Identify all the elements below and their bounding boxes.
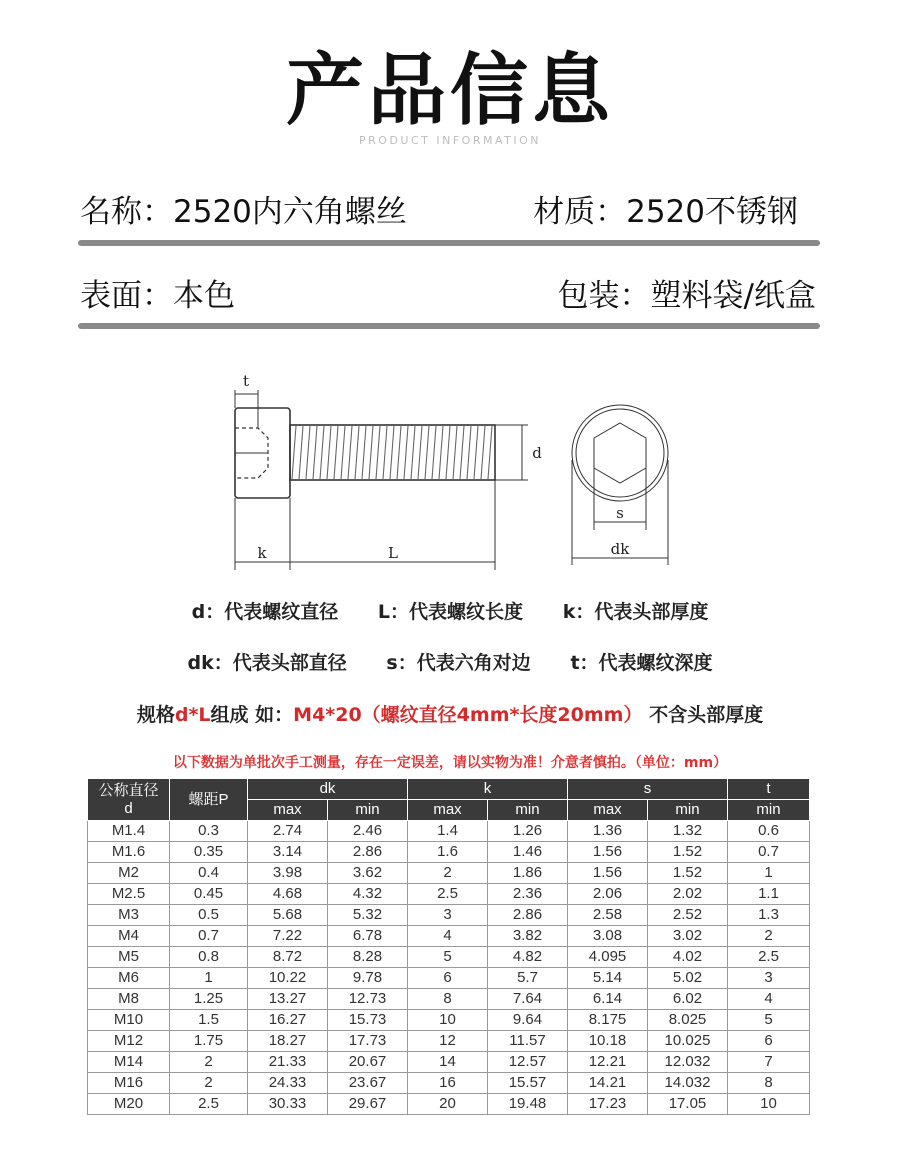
table-cell: 12 <box>408 1031 488 1052</box>
table-cell: 1.4 <box>408 821 488 842</box>
spec-middle: 组成 如： <box>210 704 294 726</box>
table-cell: 8 <box>728 1073 810 1094</box>
table-row <box>88 989 810 1010</box>
table-cell: 5.14 <box>568 968 648 989</box>
table-cell: 15.57 <box>488 1073 568 1094</box>
table-row <box>88 1094 810 1115</box>
table-cell: M2.5 <box>88 884 170 905</box>
table-row <box>88 905 810 926</box>
spec-prefix: 规格 <box>136 704 175 726</box>
header-pitch: 螺距P <box>170 779 248 821</box>
label-dk: dk <box>610 540 630 558</box>
table-cell: 2 <box>728 926 810 947</box>
table-cell: 4.095 <box>568 947 648 968</box>
table-cell: 2.36 <box>488 884 568 905</box>
table-cell: 3.14 <box>248 842 328 863</box>
table-cell: 1.46 <box>488 842 568 863</box>
label-s: s <box>616 504 624 522</box>
table-cell: 1.75 <box>170 1031 248 1052</box>
table-cell: 1.86 <box>488 863 568 884</box>
table-cell: M12 <box>88 1031 170 1052</box>
table-row <box>88 947 810 968</box>
table-row <box>88 821 810 842</box>
spec-formula: d*L <box>174 704 211 726</box>
spec-suffix: 不含头部厚度 <box>649 704 764 726</box>
divider <box>78 323 820 329</box>
table-cell: 12.73 <box>328 989 408 1010</box>
spec-table <box>87 778 810 1115</box>
table-cell: M2 <box>88 863 170 884</box>
table-cell: 9.78 <box>328 968 408 989</box>
table-cell: 2.52 <box>648 905 728 926</box>
table-cell: 15.73 <box>328 1010 408 1031</box>
table-cell: 1.26 <box>488 821 568 842</box>
header-d <box>88 779 170 821</box>
table-cell: 4 <box>728 989 810 1010</box>
table-cell: 3 <box>408 905 488 926</box>
header-d-bottom: d <box>124 799 133 817</box>
spec-line <box>0 700 900 727</box>
table-cell: 3.08 <box>568 926 648 947</box>
table-cell: 2 <box>408 863 488 884</box>
header-max: max <box>408 800 488 821</box>
measurement-note: 以下数据为单批次手工测量，存在一定误差，请以实物为准！介意者慎拍。（单位：mm） <box>172 755 728 771</box>
table-cell: 2.5 <box>170 1094 248 1115</box>
table-row <box>88 1031 810 1052</box>
header-s: s <box>568 779 728 800</box>
table-cell: 1.36 <box>568 821 648 842</box>
table-cell: 0.45 <box>170 884 248 905</box>
table-cell: 1 <box>170 968 248 989</box>
table-cell: M3 <box>88 905 170 926</box>
table-cell: 6.78 <box>328 926 408 947</box>
table-cell: 0.5 <box>170 905 248 926</box>
table-cell: 13.27 <box>248 989 328 1010</box>
table-cell: M5 <box>88 947 170 968</box>
spec-table-body <box>88 821 810 1115</box>
table-cell: 1.52 <box>648 863 728 884</box>
legend-item: dk：代表头部直径 <box>187 652 347 674</box>
table-cell: 3.82 <box>488 926 568 947</box>
table-cell: 18.27 <box>248 1031 328 1052</box>
table-row <box>88 1052 810 1073</box>
table-cell: 9.64 <box>488 1010 568 1031</box>
product-name: 名称：2520内六角螺丝 <box>80 194 407 230</box>
table-cell: 2.86 <box>328 842 408 863</box>
table-row <box>88 1073 810 1094</box>
table-cell: 3.02 <box>648 926 728 947</box>
legend-item: L：代表螺纹长度 <box>377 601 524 623</box>
table-cell: 8.025 <box>648 1010 728 1031</box>
label-d: d <box>532 444 542 462</box>
header-k: k <box>408 779 568 800</box>
header-min: min <box>648 800 728 821</box>
table-cell: 6 <box>728 1031 810 1052</box>
table-cell: M14 <box>88 1052 170 1073</box>
table-cell: 0.6 <box>728 821 810 842</box>
product-packaging: 包装：塑料袋/纸盒 <box>557 278 816 314</box>
legend-item: s：代表六角对边 <box>386 652 531 674</box>
table-cell: 4.32 <box>328 884 408 905</box>
table-cell: 16 <box>408 1073 488 1094</box>
header-max: max <box>248 800 328 821</box>
table-cell: 5 <box>728 1010 810 1031</box>
divider <box>78 240 820 246</box>
table-cell: 1 <box>728 863 810 884</box>
table-row <box>88 884 810 905</box>
table-cell: M6 <box>88 968 170 989</box>
table-cell: 1.25 <box>170 989 248 1010</box>
table-cell: 7 <box>728 1052 810 1073</box>
table-cell: 6 <box>408 968 488 989</box>
legend-row-1 <box>0 597 900 624</box>
table-cell: 3 <box>728 968 810 989</box>
table-cell: M16 <box>88 1073 170 1094</box>
table-cell: 17.23 <box>568 1094 648 1115</box>
legend-item: t：代表螺纹深度 <box>570 652 713 674</box>
table-cell: 6.14 <box>568 989 648 1010</box>
table-cell: 30.33 <box>248 1094 328 1115</box>
table-cell: M10 <box>88 1010 170 1031</box>
label-t: t <box>242 372 250 390</box>
table-cell: 7.64 <box>488 989 568 1010</box>
table-cell: M1.6 <box>88 842 170 863</box>
table-cell: 0.8 <box>170 947 248 968</box>
table-cell: 8.175 <box>568 1010 648 1031</box>
table-cell: 2.02 <box>648 884 728 905</box>
table-cell: 7.22 <box>248 926 328 947</box>
table-cell: 0.4 <box>170 863 248 884</box>
table-cell: 1.52 <box>648 842 728 863</box>
table-cell: 2.74 <box>248 821 328 842</box>
table-row <box>88 926 810 947</box>
header-max: max <box>568 800 648 821</box>
table-cell: 10 <box>728 1094 810 1115</box>
table-cell: 1.32 <box>648 821 728 842</box>
table-cell: 2 <box>170 1073 248 1094</box>
table-cell: M8 <box>88 989 170 1010</box>
page-subtitle: PRODUCT INFORMATION <box>359 134 541 147</box>
table-cell: 3.98 <box>248 863 328 884</box>
table-cell: 2.86 <box>488 905 568 926</box>
table-cell: 12.032 <box>648 1052 728 1073</box>
table-cell: 4.02 <box>648 947 728 968</box>
table-cell: 8.28 <box>328 947 408 968</box>
header-min: min <box>488 800 568 821</box>
table-cell: 0.7 <box>170 926 248 947</box>
spec-example: M4*20（螺纹直径4mm*长度20mm） <box>293 704 643 726</box>
table-row <box>88 863 810 884</box>
table-cell: 21.33 <box>248 1052 328 1073</box>
table-cell: 1.56 <box>568 863 648 884</box>
table-cell: 20.67 <box>328 1052 408 1073</box>
legend-item: d：代表螺纹直径 <box>191 601 339 623</box>
header-t: t <box>728 779 810 800</box>
table-row <box>88 1010 810 1031</box>
table-cell: 17.05 <box>648 1094 728 1115</box>
table-cell: 20 <box>408 1094 488 1115</box>
table-cell: 5.32 <box>328 905 408 926</box>
product-material: 材质：2520不锈钢 <box>533 194 798 230</box>
table-cell: 4.82 <box>488 947 568 968</box>
table-cell: 5.02 <box>648 968 728 989</box>
table-cell: 2.5 <box>408 884 488 905</box>
table-cell: 4 <box>408 926 488 947</box>
table-cell: 3.62 <box>328 863 408 884</box>
product-surface: 表面：本色 <box>80 278 235 314</box>
info-row-2 <box>80 270 820 320</box>
screw-diagram <box>210 370 690 580</box>
table-cell: 2.46 <box>328 821 408 842</box>
table-cell: 12.21 <box>568 1052 648 1073</box>
table-cell: 0.7 <box>728 842 810 863</box>
table-cell: 14.21 <box>568 1073 648 1094</box>
table-cell: 2.5 <box>728 947 810 968</box>
table-cell: 14.032 <box>648 1073 728 1094</box>
label-k: k <box>257 544 267 562</box>
table-cell: 23.67 <box>328 1073 408 1094</box>
table-cell: 1.5 <box>170 1010 248 1031</box>
page-title: 产品信息 <box>285 46 614 136</box>
table-cell: M20 <box>88 1094 170 1115</box>
header-d-top: 公称直径 <box>98 781 159 799</box>
table-cell: 5.7 <box>488 968 568 989</box>
legend-item: k：代表头部厚度 <box>562 601 709 623</box>
screw-head-top-view <box>572 405 668 501</box>
table-cell: 12.57 <box>488 1052 568 1073</box>
table-cell: 29.67 <box>328 1094 408 1115</box>
header-min: min <box>728 800 810 821</box>
table-cell: 2.06 <box>568 884 648 905</box>
table-cell: 10.22 <box>248 968 328 989</box>
table-cell: 10.18 <box>568 1031 648 1052</box>
table-cell: 16.27 <box>248 1010 328 1031</box>
table-cell: 14 <box>408 1052 488 1073</box>
table-cell: 2.58 <box>568 905 648 926</box>
table-cell: 10.025 <box>648 1031 728 1052</box>
hex-socket <box>594 423 646 483</box>
header-min: min <box>328 800 408 821</box>
table-row <box>88 842 810 863</box>
info-row-1 <box>80 186 820 236</box>
table-cell: 4.68 <box>248 884 328 905</box>
table-cell: 1.56 <box>568 842 648 863</box>
table-cell: 0.3 <box>170 821 248 842</box>
table-cell: 1.6 <box>408 842 488 863</box>
table-row <box>88 968 810 989</box>
table-cell: 1.1 <box>728 884 810 905</box>
header-dk: dk <box>248 779 408 800</box>
table-cell: 5.68 <box>248 905 328 926</box>
table-cell: 0.35 <box>170 842 248 863</box>
screw-threads <box>292 426 492 479</box>
table-cell: 5 <box>408 947 488 968</box>
table-cell: 19.48 <box>488 1094 568 1115</box>
table-cell: M4 <box>88 926 170 947</box>
table-cell: 24.33 <box>248 1073 328 1094</box>
table-cell: 10 <box>408 1010 488 1031</box>
table-cell: 2 <box>170 1052 248 1073</box>
table-cell: 8 <box>408 989 488 1010</box>
table-cell: 8.72 <box>248 947 328 968</box>
label-L: L <box>388 544 398 562</box>
table-cell: 1.3 <box>728 905 810 926</box>
legend-row-2 <box>0 648 900 675</box>
table-cell: M1.4 <box>88 821 170 842</box>
table-cell: 11.57 <box>488 1031 568 1052</box>
table-cell: 6.02 <box>648 989 728 1010</box>
table-cell: 17.73 <box>328 1031 408 1052</box>
